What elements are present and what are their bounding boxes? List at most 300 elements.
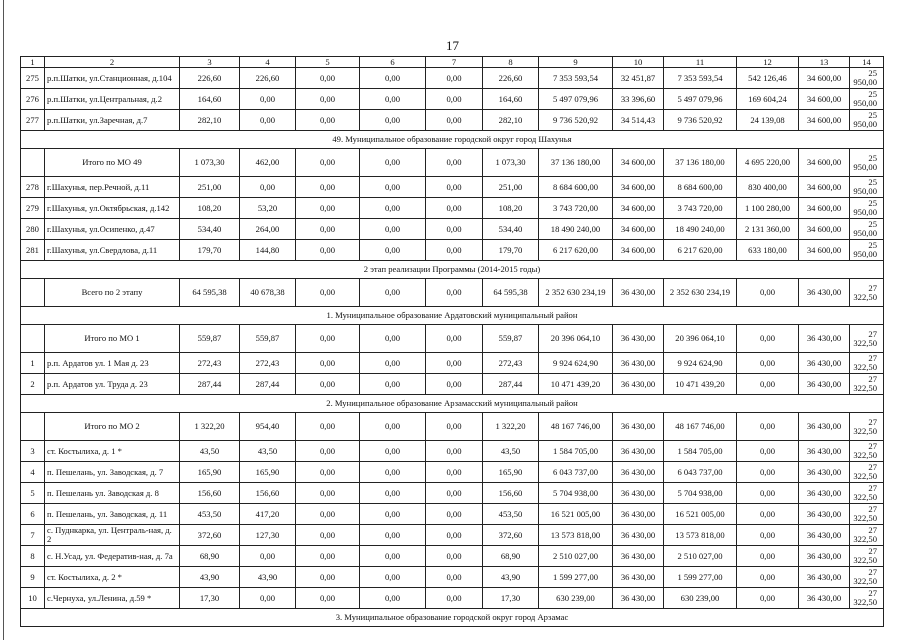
value-cell: 25 950,00 <box>850 89 884 110</box>
value-cell: 0,00 <box>360 279 426 307</box>
page-left-rule <box>3 0 4 640</box>
value-cell: 0,00 <box>426 353 483 374</box>
value-cell: 0,00 <box>296 588 360 609</box>
value-cell: 0,00 <box>296 89 360 110</box>
value-cell: 165,90 <box>483 462 539 483</box>
value-cell: 226,60 <box>180 68 240 89</box>
value-cell: 0,00 <box>360 198 426 219</box>
value-cell: 0,00 <box>240 89 296 110</box>
value-cell: 0,00 <box>360 525 426 546</box>
value-cell: 64 595,38 <box>483 279 539 307</box>
value-cell: 0,00 <box>360 462 426 483</box>
value-cell: 0,00 <box>426 325 483 353</box>
value-cell: 36 430,00 <box>613 325 664 353</box>
subtotal-label: Итого по МО 2 <box>45 413 180 441</box>
table-row <box>21 567 884 588</box>
value-cell: 25 950,00 <box>850 240 884 261</box>
value-cell: 0,00 <box>426 240 483 261</box>
value-cell: 179,70 <box>180 240 240 261</box>
column-number-header-row <box>21 57 884 68</box>
value-cell: 36 430,00 <box>613 504 664 525</box>
row-number-cell: 276 <box>21 89 45 110</box>
value-cell: 1 584 705,00 <box>539 441 613 462</box>
row-number-cell: 7 <box>21 525 45 546</box>
value-cell: 36 430,00 <box>613 413 664 441</box>
value-cell: 0,00 <box>426 219 483 240</box>
address-cell: р.п. Ардатов ул. 1 Мая д. 23 <box>45 353 180 374</box>
value-cell: 5 704 938,00 <box>664 483 737 504</box>
value-cell: 0,00 <box>737 546 799 567</box>
value-cell: 830 400,00 <box>737 177 799 198</box>
value-cell: 0,00 <box>737 525 799 546</box>
value-cell: 0,00 <box>296 198 360 219</box>
value-cell: 43,90 <box>180 567 240 588</box>
address-cell: р.п.Шатки, ул.Станционная, д.104 <box>45 68 180 89</box>
value-cell: 287,44 <box>180 374 240 395</box>
value-cell: 25 950,00 <box>850 68 884 89</box>
section-heading-row <box>21 307 884 325</box>
row-number-cell: 2 <box>21 374 45 395</box>
table-row <box>21 504 884 525</box>
value-cell: 18 490 240,00 <box>664 219 737 240</box>
value-cell: 0,00 <box>360 110 426 131</box>
row-number-cell: 281 <box>21 240 45 261</box>
value-cell: 0,00 <box>737 462 799 483</box>
value-cell: 36 430,00 <box>613 374 664 395</box>
value-cell: 34 600,00 <box>799 149 850 177</box>
value-cell: 6 217 620,00 <box>664 240 737 261</box>
value-cell: 0,00 <box>296 353 360 374</box>
value-cell: 630 239,00 <box>539 588 613 609</box>
column-number-cell: 10 <box>613 57 664 68</box>
section-heading-row <box>21 131 884 149</box>
value-cell: 36 430,00 <box>799 525 850 546</box>
value-cell: 36 430,00 <box>799 588 850 609</box>
value-cell: 34 600,00 <box>799 177 850 198</box>
value-cell: 0,00 <box>426 546 483 567</box>
value-cell: 68,90 <box>180 546 240 567</box>
value-cell: 226,60 <box>240 68 296 89</box>
row-number-cell <box>21 413 45 441</box>
value-cell: 25 950,00 <box>850 149 884 177</box>
value-cell: 33 396,60 <box>613 89 664 110</box>
value-cell: 165,90 <box>240 462 296 483</box>
column-number-cell: 5 <box>296 57 360 68</box>
value-cell: 287,44 <box>483 374 539 395</box>
value-cell: 0,00 <box>296 546 360 567</box>
value-cell: 36 430,00 <box>799 483 850 504</box>
value-cell: 36 430,00 <box>613 588 664 609</box>
value-cell: 0,00 <box>426 588 483 609</box>
value-cell: 0,00 <box>737 567 799 588</box>
row-number-cell: 4 <box>21 462 45 483</box>
value-cell: 36 430,00 <box>799 413 850 441</box>
row-number-cell: 275 <box>21 68 45 89</box>
subtotal-label: Итого по МО 1 <box>45 325 180 353</box>
address-cell: ст. Костылиха, д. 2 * <box>45 567 180 588</box>
value-cell: 0,00 <box>426 462 483 483</box>
value-cell: 0,00 <box>296 149 360 177</box>
value-cell: 251,00 <box>180 177 240 198</box>
value-cell: 25 950,00 <box>850 198 884 219</box>
value-cell: 226,60 <box>483 68 539 89</box>
value-cell: 0,00 <box>360 413 426 441</box>
value-cell: 0,00 <box>426 374 483 395</box>
table-row <box>21 462 884 483</box>
value-cell: 64 595,38 <box>180 279 240 307</box>
value-cell: 36 430,00 <box>799 279 850 307</box>
value-cell: 36 430,00 <box>613 483 664 504</box>
value-cell: 34 600,00 <box>799 110 850 131</box>
value-cell: 7 353 593,54 <box>539 68 613 89</box>
value-cell: 43,50 <box>240 441 296 462</box>
value-cell: 34 600,00 <box>613 198 664 219</box>
table-row <box>21 374 884 395</box>
value-cell: 6 043 737,00 <box>539 462 613 483</box>
value-cell: 0,00 <box>737 353 799 374</box>
value-cell: 954,40 <box>240 413 296 441</box>
value-cell: 0,00 <box>360 177 426 198</box>
column-number-cell: 7 <box>426 57 483 68</box>
value-cell: 27 322,50 <box>850 546 884 567</box>
value-cell: 5 704 938,00 <box>539 483 613 504</box>
value-cell: 0,00 <box>296 68 360 89</box>
value-cell: 27 322,50 <box>850 567 884 588</box>
value-cell: 272,43 <box>483 353 539 374</box>
value-cell: 2 510 027,00 <box>664 546 737 567</box>
row-number-cell: 279 <box>21 198 45 219</box>
value-cell: 13 573 818,00 <box>664 525 737 546</box>
value-cell: 7 353 593,54 <box>664 68 737 89</box>
value-cell: 48 167 746,00 <box>539 413 613 441</box>
table-row <box>21 89 884 110</box>
value-cell: 0,00 <box>426 89 483 110</box>
value-cell: 633 180,00 <box>737 240 799 261</box>
table-row <box>21 525 884 546</box>
value-cell: 0,00 <box>426 567 483 588</box>
address-cell: р.п. Ардатов ул. Труда д. 23 <box>45 374 180 395</box>
value-cell: 287,44 <box>240 374 296 395</box>
table-row <box>21 240 884 261</box>
value-cell: 156,60 <box>483 483 539 504</box>
value-cell: 36 430,00 <box>613 441 664 462</box>
value-cell: 43,50 <box>483 441 539 462</box>
value-cell: 34 600,00 <box>613 177 664 198</box>
value-cell: 8 684 600,00 <box>664 177 737 198</box>
value-cell: 0,00 <box>360 567 426 588</box>
value-cell: 0,00 <box>240 546 296 567</box>
value-cell: 2 131 360,00 <box>737 219 799 240</box>
row-number-cell <box>21 149 45 177</box>
column-number-cell: 11 <box>664 57 737 68</box>
value-cell: 0,00 <box>240 110 296 131</box>
value-cell: 3 743 720,00 <box>664 198 737 219</box>
value-cell: 272,43 <box>180 353 240 374</box>
value-cell: 0,00 <box>426 483 483 504</box>
value-cell: 169 604,24 <box>737 89 799 110</box>
value-cell: 37 136 180,00 <box>664 149 737 177</box>
value-cell: 53,20 <box>240 198 296 219</box>
row-number-cell: 8 <box>21 546 45 567</box>
value-cell: 34 600,00 <box>613 240 664 261</box>
value-cell: 1 100 280,00 <box>737 198 799 219</box>
row-number-cell <box>21 325 45 353</box>
value-cell: 372,60 <box>483 525 539 546</box>
value-cell: 36 430,00 <box>799 567 850 588</box>
value-cell: 34 600,00 <box>799 198 850 219</box>
value-cell: 0,00 <box>360 504 426 525</box>
value-cell: 0,00 <box>296 567 360 588</box>
subtotal-row <box>21 325 884 353</box>
address-cell: с.Чернуха, ул.Ленина, д.59 * <box>45 588 180 609</box>
value-cell: 542 126,46 <box>737 68 799 89</box>
subtotal-row <box>21 279 884 307</box>
value-cell: 36 430,00 <box>799 325 850 353</box>
value-cell: 1 584 705,00 <box>664 441 737 462</box>
value-cell: 17,30 <box>180 588 240 609</box>
value-cell: 43,90 <box>240 567 296 588</box>
value-cell: 34 600,00 <box>799 219 850 240</box>
value-cell: 27 322,50 <box>850 374 884 395</box>
value-cell: 36 430,00 <box>799 353 850 374</box>
value-cell: 0,00 <box>737 441 799 462</box>
value-cell: 144,80 <box>240 240 296 261</box>
value-cell: 34 600,00 <box>613 149 664 177</box>
value-cell: 0,00 <box>296 374 360 395</box>
value-cell: 36 430,00 <box>799 462 850 483</box>
value-cell: 25 950,00 <box>850 219 884 240</box>
value-cell: 1 073,30 <box>180 149 240 177</box>
value-cell: 251,00 <box>483 177 539 198</box>
value-cell: 0,00 <box>360 325 426 353</box>
value-cell: 272,43 <box>240 353 296 374</box>
value-cell: 36 430,00 <box>613 567 664 588</box>
column-number-cell: 1 <box>21 57 45 68</box>
value-cell: 9 736 520,92 <box>539 110 613 131</box>
value-cell: 0,00 <box>296 483 360 504</box>
value-cell: 0,00 <box>296 441 360 462</box>
value-cell: 36 430,00 <box>799 504 850 525</box>
value-cell: 20 396 064,10 <box>664 325 737 353</box>
value-cell: 0,00 <box>426 525 483 546</box>
value-cell: 0,00 <box>296 240 360 261</box>
column-number-cell: 12 <box>737 57 799 68</box>
address-cell: п. Пешелань, ул. Заводская, д. 11 <box>45 504 180 525</box>
value-cell: 559,87 <box>240 325 296 353</box>
value-cell: 0,00 <box>360 483 426 504</box>
value-cell: 5 497 079,96 <box>664 89 737 110</box>
value-cell: 6 043 737,00 <box>664 462 737 483</box>
value-cell: 179,70 <box>483 240 539 261</box>
value-cell: 0,00 <box>360 546 426 567</box>
value-cell: 16 521 005,00 <box>664 504 737 525</box>
value-cell: 36 430,00 <box>799 441 850 462</box>
value-cell: 0,00 <box>360 240 426 261</box>
value-cell: 0,00 <box>737 483 799 504</box>
subtotal-row <box>21 413 884 441</box>
column-number-cell: 13 <box>799 57 850 68</box>
address-cell: с. Пуднкарка, ул. Централь-ная, д. 2 <box>45 525 180 546</box>
value-cell: 0,00 <box>296 177 360 198</box>
table-row <box>21 546 884 567</box>
value-cell: 36 430,00 <box>613 546 664 567</box>
column-number-cell: 8 <box>483 57 539 68</box>
value-cell: 8 684 600,00 <box>539 177 613 198</box>
value-cell: 0,00 <box>296 413 360 441</box>
row-number-cell <box>21 279 45 307</box>
section-heading: 3. Муниципальное образование городской округ город Арзамас <box>21 609 884 627</box>
address-cell: г.Шахунья, ул.Свердлова, д.11 <box>45 240 180 261</box>
column-number-cell: 9 <box>539 57 613 68</box>
value-cell: 0,00 <box>737 588 799 609</box>
value-cell: 0,00 <box>426 198 483 219</box>
address-cell: р.п.Шатки, ул.Центральная, д.2 <box>45 89 180 110</box>
column-number-cell: 3 <box>180 57 240 68</box>
value-cell: 0,00 <box>240 588 296 609</box>
row-number-cell: 1 <box>21 353 45 374</box>
value-cell: 0,00 <box>360 89 426 110</box>
value-cell: 27 322,50 <box>850 483 884 504</box>
value-cell: 0,00 <box>240 177 296 198</box>
value-cell: 5 497 079,96 <box>539 89 613 110</box>
value-cell: 0,00 <box>296 525 360 546</box>
value-cell: 10 471 439,20 <box>539 374 613 395</box>
table-row <box>21 68 884 89</box>
value-cell: 27 322,50 <box>850 462 884 483</box>
value-cell: 0,00 <box>426 68 483 89</box>
value-cell: 68,90 <box>483 546 539 567</box>
row-number-cell: 10 <box>21 588 45 609</box>
value-cell: 37 136 180,00 <box>539 149 613 177</box>
value-cell: 534,40 <box>180 219 240 240</box>
section-heading: 1. Муниципальное образование Ардатовский муниципальный район <box>21 307 884 325</box>
value-cell: 453,50 <box>483 504 539 525</box>
value-cell: 0,00 <box>426 504 483 525</box>
column-number-cell: 2 <box>45 57 180 68</box>
value-cell: 0,00 <box>737 279 799 307</box>
value-cell: 9 924 624,90 <box>539 353 613 374</box>
section-heading: 2 этап реализации Программы (2014-2015 годы) <box>21 261 884 279</box>
row-number-cell: 9 <box>21 567 45 588</box>
value-cell: 32 451,87 <box>613 68 664 89</box>
section-heading-row <box>21 609 884 627</box>
value-cell: 0,00 <box>426 441 483 462</box>
value-cell: 16 521 005,00 <box>539 504 613 525</box>
value-cell: 1 073,30 <box>483 149 539 177</box>
value-cell: 2 352 630 234,19 <box>539 279 613 307</box>
row-number-cell: 5 <box>21 483 45 504</box>
address-cell: р.п.Шатки, ул.Заречная, д.7 <box>45 110 180 131</box>
value-cell: 0,00 <box>737 374 799 395</box>
value-cell: 27 322,50 <box>850 325 884 353</box>
value-cell: 3 743 720,00 <box>539 198 613 219</box>
value-cell: 13 573 818,00 <box>539 525 613 546</box>
value-cell: 36 430,00 <box>613 462 664 483</box>
value-cell: 1 322,20 <box>483 413 539 441</box>
row-number-cell: 277 <box>21 110 45 131</box>
value-cell: 534,40 <box>483 219 539 240</box>
value-cell: 462,00 <box>240 149 296 177</box>
value-cell: 0,00 <box>360 441 426 462</box>
value-cell: 0,00 <box>296 462 360 483</box>
value-cell: 0,00 <box>426 177 483 198</box>
value-cell: 17,30 <box>483 588 539 609</box>
value-cell: 127,30 <box>240 525 296 546</box>
value-cell: 1 599 277,00 <box>664 567 737 588</box>
value-cell: 9 924 624,90 <box>664 353 737 374</box>
value-cell: 0,00 <box>737 413 799 441</box>
value-cell: 0,00 <box>426 413 483 441</box>
value-cell: 372,60 <box>180 525 240 546</box>
address-cell: г.Шахунья, ул.Октябрьская, д.142 <box>45 198 180 219</box>
value-cell: 264,00 <box>240 219 296 240</box>
subtotal-row <box>21 149 884 177</box>
table-row <box>21 198 884 219</box>
value-cell: 164,60 <box>483 89 539 110</box>
value-cell: 0,00 <box>360 353 426 374</box>
value-cell: 0,00 <box>296 219 360 240</box>
value-cell: 27 322,50 <box>850 504 884 525</box>
value-cell: 0,00 <box>296 325 360 353</box>
address-cell: п. Пешелань, ул. Заводская, д. 7 <box>45 462 180 483</box>
address-cell: г.Шахунья, пер.Речной, д.11 <box>45 177 180 198</box>
value-cell: 27 322,50 <box>850 525 884 546</box>
value-cell: 453,50 <box>180 504 240 525</box>
column-number-cell: 4 <box>240 57 296 68</box>
row-number-cell: 278 <box>21 177 45 198</box>
value-cell: 25 950,00 <box>850 177 884 198</box>
value-cell: 0,00 <box>426 279 483 307</box>
value-cell: 6 217 620,00 <box>539 240 613 261</box>
value-cell: 40 678,38 <box>240 279 296 307</box>
value-cell: 18 490 240,00 <box>539 219 613 240</box>
address-cell: п. Пешелань ул. Заводская д. 8 <box>45 483 180 504</box>
value-cell: 108,20 <box>483 198 539 219</box>
value-cell: 0,00 <box>296 110 360 131</box>
column-number-cell: 14 <box>850 57 884 68</box>
value-cell: 27 322,50 <box>850 413 884 441</box>
value-cell: 9 736 520,92 <box>664 110 737 131</box>
table-row <box>21 110 884 131</box>
value-cell: 36 430,00 <box>799 546 850 567</box>
value-cell: 27 322,50 <box>850 279 884 307</box>
section-heading: 2. Муниципальное образование Арзамасский муниципальный район <box>21 395 884 413</box>
value-cell: 36 430,00 <box>799 374 850 395</box>
section-heading-row <box>21 395 884 413</box>
value-cell: 282,10 <box>483 110 539 131</box>
page-number: 17 <box>446 38 459 53</box>
table-body <box>21 57 884 627</box>
value-cell: 0,00 <box>296 279 360 307</box>
value-cell: 10 471 439,20 <box>664 374 737 395</box>
address-cell: г.Шахунья, ул.Осипенко, д.47 <box>45 219 180 240</box>
value-cell: 25 950,00 <box>850 110 884 131</box>
address-cell: ст. Костылиха, д. 1 * <box>45 441 180 462</box>
value-cell: 27 322,50 <box>850 353 884 374</box>
value-cell: 36 430,00 <box>613 525 664 546</box>
section-heading: 49. Муниципальное образование городской округ город Шахунья <box>21 131 884 149</box>
value-cell: 630 239,00 <box>664 588 737 609</box>
table-row <box>21 177 884 198</box>
value-cell: 108,20 <box>180 198 240 219</box>
value-cell: 165,90 <box>180 462 240 483</box>
column-number-cell: 6 <box>360 57 426 68</box>
value-cell: 1 599 277,00 <box>539 567 613 588</box>
value-cell: 0,00 <box>426 149 483 177</box>
value-cell: 156,60 <box>240 483 296 504</box>
value-cell: 559,87 <box>483 325 539 353</box>
table-row <box>21 483 884 504</box>
